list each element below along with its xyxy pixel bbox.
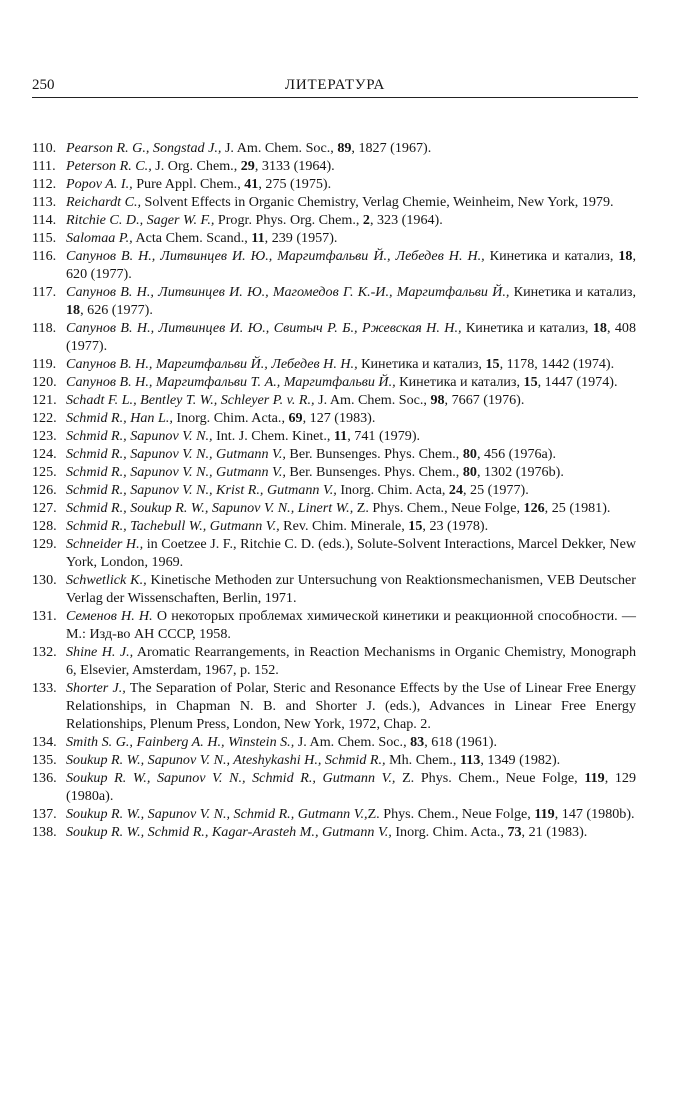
reference-authors: Schmid R., Soukup R. W., Sapunov V. N., Linert W., [66, 500, 354, 516]
reference-authors: Сапунов В. Н., Литвинцев И. Ю., Магомедов Г. К.-И., Маргитфальви Й., [66, 284, 510, 300]
reference-pages-year: , 25 (1977). [462, 482, 529, 498]
reference-source: Кинетика и катализ, [395, 374, 524, 390]
reference-entry [32, 805, 636, 823]
reference-pages-year: , 1349 (1982). [480, 752, 561, 768]
reference-volume: 113 [459, 752, 481, 768]
reference-number: 121. [32, 392, 57, 408]
reference-number: 129. [32, 536, 57, 552]
reference-entry [32, 607, 636, 643]
reference-entry [32, 499, 636, 517]
reference-authors: Smith S. G., Fainberg A. H., Winstein S., [66, 734, 295, 750]
reference-number: 119. [32, 356, 57, 372]
reference-authors: Popov A. I., [66, 176, 133, 192]
reference-volume: 18 [618, 248, 633, 264]
reference-number: 118. [32, 320, 57, 336]
reference-pages-year: , 1827 (1967). [351, 140, 432, 156]
reference-source: Solvent Effects in Organic Chemistry, Verlag Chemie, Weinheim, New York, 1979. [141, 194, 614, 210]
reference-volume: 15 [485, 356, 500, 372]
reference-volume: 83 [410, 734, 425, 750]
reference-entry [32, 319, 636, 355]
reference-number: 135. [32, 752, 57, 768]
reference-entry [32, 571, 636, 607]
reference-pages-year: , 23 (1978). [422, 518, 489, 534]
reference-volume: 73 [507, 824, 522, 840]
reference-entry [32, 355, 636, 373]
reference-pages-year: , 147 (1980b). [554, 806, 635, 822]
reference-volume: 98 [430, 392, 445, 408]
reference-authors: Семенов Н. Н. [66, 608, 153, 624]
reference-source: Acta Chem. Scand., [132, 230, 252, 246]
reference-entry [32, 445, 636, 463]
reference-pages-year: , 620 (1977). [66, 248, 636, 282]
reference-source: Z. Phys. Chem., Neue Folge, [353, 500, 524, 516]
reference-pages-year: , 127 (1983). [302, 410, 376, 426]
reference-number: 111. [32, 158, 56, 174]
reference-source: The Separation of Polar, Steric and Resonance Effects by the Use of Linear Free Energy Relationships, in Chapman N. B. and Shorter J. (eds.), Advances in Linear Free Energy Relationships, Plenum Press, London, New York, 1972, Chap. 2. [66, 680, 636, 732]
reference-volume: 119 [584, 770, 605, 786]
reference-number: 126. [32, 482, 57, 498]
reference-number: 115. [32, 230, 57, 246]
reference-entry [32, 139, 636, 157]
reference-source: Aromatic Rearrangements, in Reaction Mechanisms in Organic Chemistry, Monograph 6, Elsevier, Amsterdam, 1967, p. 152. [66, 644, 636, 678]
reference-number: 125. [32, 464, 57, 480]
reference-source: in Coetzee J. F., Ritchie C. D. (eds.), Solute-Solvent Interactions, Marcel Dekker, New York, London, 1969. [66, 536, 636, 570]
reference-number: 130. [32, 572, 57, 588]
reference-pages-year: , 1302 (1976b). [476, 464, 564, 480]
reference-entry [32, 463, 636, 481]
reference-authors: Reichardt C., [66, 194, 142, 210]
reference-source: J. Am. Chem. Soc., [294, 734, 411, 750]
reference-entry [32, 751, 636, 769]
reference-authors: Schwetlick K., [66, 572, 147, 588]
reference-entry [32, 517, 636, 535]
reference-authors: Schmid R., Sapunov V. N., Gutmann V., [66, 464, 286, 480]
reference-source: Progr. Phys. Org. Chem., [214, 212, 363, 228]
reference-entry [32, 769, 636, 805]
reference-source: Кинетика и катализ, [484, 248, 619, 264]
reference-authors: Сапунов В. Н., Литвинцев И. Ю., Маргитфальви Й., Лебедев Н. Н., [66, 248, 485, 264]
reference-volume: 15 [523, 374, 538, 390]
reference-authors: Schadt F. L., Bentley T. W., Schleyer P. v. R., [66, 392, 315, 408]
reference-volume: 80 [462, 464, 477, 480]
reference-volume: 41 [244, 176, 259, 192]
reference-volume: 11 [333, 428, 348, 444]
reference-authors: Shine H. J., [66, 644, 134, 660]
reference-source: Pure Appl. Chem., [132, 176, 245, 192]
reference-authors: Salomaa P., [66, 230, 133, 246]
reference-authors: Schmid R., Sapunov V. N., Krist R., Gutmann V., [66, 482, 337, 498]
reference-entry [32, 391, 636, 409]
reference-number: 136. [32, 770, 57, 786]
reference-entry [32, 211, 636, 229]
reference-authors: Schmid R., Han L., [66, 410, 173, 426]
page-number: 250 [32, 77, 55, 93]
reference-volume: 18 [66, 302, 81, 318]
reference-source: Rev. Chim. Minerale, [279, 518, 409, 534]
reference-authors: Soukup R. W., Sapunov V. N., Ateshykashi H., Schmid R., [66, 752, 386, 768]
reference-number: 117. [32, 284, 57, 300]
reference-source: Kinetische Methoden zur Untersuchung von Reaktionsmechanismen, VEB Deutscher Verlag der Wissenschaften, Berlin, 1971. [66, 572, 636, 606]
reference-authors: Сапунов В. Н., Литвинцев И. Ю., Свитыч Р. Б., Ржевская Н. Н., [66, 320, 462, 336]
reference-number: 123. [32, 428, 57, 444]
reference-pages-year: , 7667 (1976). [444, 392, 525, 408]
reference-source: Кинетика и катализ, [357, 356, 486, 372]
reference-entry [32, 823, 636, 841]
reference-pages-year: , 275 (1975). [258, 176, 332, 192]
reference-pages-year: , 1178, 1442 (1974). [499, 356, 615, 372]
reference-number: 134. [32, 734, 57, 750]
reference-source: Inorg. Chim. Acta, [336, 482, 449, 498]
reference-number: 114. [32, 212, 57, 228]
reference-source: J. Org. Chem., [151, 158, 241, 174]
reference-number: 112. [32, 176, 57, 192]
reference-authors: Soukup R. W., Sapunov V. N., Schmid R., Gutmann V., [66, 770, 396, 786]
reference-number: 128. [32, 518, 57, 534]
reference-authors: Сапунов В. Н., Маргитфальви Т. А., Маргитфальви Й., [66, 374, 396, 390]
reference-entry [32, 427, 636, 445]
reference-volume: 69 [288, 410, 303, 426]
reference-pages-year: , 618 (1961). [424, 734, 498, 750]
reference-source: О некоторых проблемах химической кинетики и реакционной способности. — М.: Изд-во АН СССР, 1958. [66, 608, 636, 642]
reference-authors: Pearson R. G., Songstad J., [66, 140, 222, 156]
reference-entry [32, 157, 636, 175]
reference-volume: 80 [462, 446, 477, 462]
reference-number: 120. [32, 374, 57, 390]
reference-number: 124. [32, 446, 57, 462]
reference-number: 131. [32, 608, 57, 624]
reference-pages-year: , 408 (1977). [66, 320, 636, 354]
reference-number: 133. [32, 680, 57, 696]
reference-number: 127. [32, 500, 57, 516]
reference-volume: 29 [240, 158, 255, 174]
reference-pages-year: , 456 (1976a). [476, 446, 557, 462]
reference-entry [32, 679, 636, 733]
reference-authors: Peterson R. C., [66, 158, 152, 174]
reference-source: Z. Phys. Chem., Neue Folge, [367, 806, 535, 822]
reference-volume: 18 [592, 320, 607, 336]
reference-entry [32, 247, 636, 283]
reference-pages-year: , 741 (1979). [347, 428, 421, 444]
reference-pages-year: , 626 (1977). [80, 302, 153, 318]
reference-entry [32, 373, 636, 391]
reference-source: Inorg. Chim. Acta., [391, 824, 508, 840]
reference-authors: Schmid R., Sapunov V. N., [66, 428, 213, 444]
reference-volume: 2 [362, 212, 370, 228]
reference-volume: 15 [408, 518, 423, 534]
reference-number: 137. [32, 806, 57, 822]
page-header [32, 77, 638, 97]
reference-entry [32, 409, 636, 427]
reference-source: Кинетика и катализ, [461, 320, 593, 336]
reference-list [32, 139, 636, 841]
reference-authors: Soukup R. W., Sapunov V. N., Schmid R., Gutmann V., [66, 806, 368, 822]
reference-authors: Shorter J., [66, 680, 126, 696]
reference-authors: Soukup R. W., Schmid R., Kagar-Arasteh M., Gutmann V., [66, 824, 392, 840]
reference-pages-year: , 239 (1957). [264, 230, 338, 246]
reference-number: 113. [32, 194, 57, 210]
reference-source: J. Am. Chem. Soc., [221, 140, 338, 156]
reference-volume: 11 [251, 230, 265, 246]
reference-source: Mh. Chem., [385, 752, 460, 768]
reference-source: Ber. Bunsenges. Phys. Chem., [285, 446, 463, 462]
running-title: ЛИТЕРАТУРА [284, 77, 386, 93]
reference-entry [32, 733, 636, 751]
reference-authors: Ritchie C. D., Sager W. F., [66, 212, 215, 228]
reference-entry [32, 193, 636, 211]
reference-volume: 119 [534, 806, 555, 822]
reference-number: 138. [32, 824, 57, 840]
reference-pages-year: , 129 (1980a). [66, 770, 636, 804]
reference-entry [32, 643, 636, 679]
reference-pages-year: , 25 (1981). [544, 500, 611, 516]
reference-authors: Сапунов В. Н., Маргитфальви Й., Лебедев Н. Н., [66, 356, 358, 372]
header-rule [32, 97, 638, 98]
reference-authors: Schmid R., Sapunov V. N., Gutmann V., [66, 446, 286, 462]
reference-source: J. Am. Chem. Soc., [314, 392, 431, 408]
reference-volume: 89 [337, 140, 352, 156]
reference-source: Int. J. Chem. Kinet., [212, 428, 334, 444]
reference-source: Кинетика и катализ, [509, 284, 636, 300]
reference-entry [32, 283, 636, 319]
reference-source: Inorg. Chim. Acta., [172, 410, 289, 426]
reference-authors: Schmid R., Tachebull W., Gutmann V., [66, 518, 280, 534]
reference-entry [32, 481, 636, 499]
reference-pages-year: , 323 (1964). [369, 212, 443, 228]
reference-entry [32, 175, 636, 193]
reference-number: 110. [32, 140, 57, 156]
reference-authors: Schneider H., [66, 536, 144, 552]
reference-pages-year: , 21 (1983). [521, 824, 588, 840]
reference-source: Z. Phys. Chem., Neue Folge, [395, 770, 585, 786]
reference-pages-year: , 3133 (1964). [254, 158, 335, 174]
reference-number: 116. [32, 248, 57, 264]
reference-source: Ber. Bunsenges. Phys. Chem., [285, 464, 463, 480]
reference-volume: 126 [523, 500, 545, 516]
reference-pages-year: , 1447 (1974). [537, 374, 618, 390]
reference-entry [32, 229, 636, 247]
reference-volume: 24 [448, 482, 463, 498]
reference-entry [32, 535, 636, 571]
reference-number: 122. [32, 410, 57, 426]
reference-number: 132. [32, 644, 57, 660]
